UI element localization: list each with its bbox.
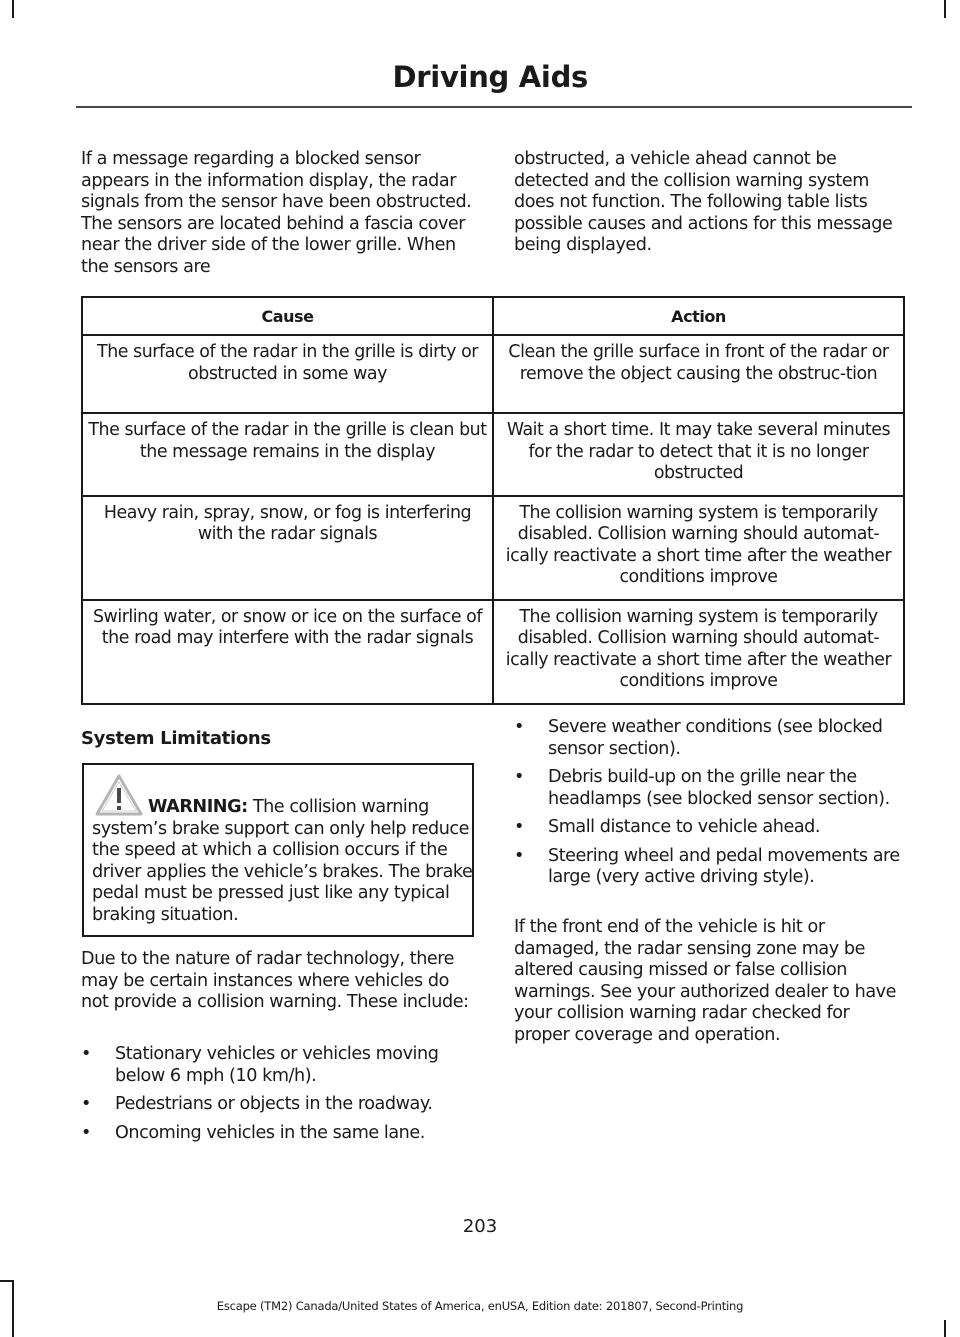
- limitations-intro-paragraph: Due to the nature of radar technology, there may be certain instances where vehicles do not provide a collision warning. These include:: [81, 949, 469, 1012]
- page-number: 203: [462, 1216, 498, 1237]
- column-header-action: Action: [493, 297, 904, 335]
- list-item-text: Debris build-up on the grille near the headlamps (see blocked sensor section).: [548, 767, 890, 809]
- list-item: [514, 767, 908, 810]
- crop-mark-bottom-left-h: [0, 1280, 14, 1282]
- list-item: [81, 1094, 477, 1116]
- intro-right-paragraph: obstructed, a vehicle ahead cannot be detected and the collision warning system does not function. The following table lists possible causes and actions for this message being displayed.: [514, 149, 893, 255]
- list-item-text: Oncoming vehicles in the same lane.: [115, 1122, 425, 1143]
- list-item-text: Stationary vehicles or vehicles moving below 6 mph (10 km/h).: [115, 1044, 439, 1086]
- crop-mark-top-left: [12, 0, 14, 18]
- page-title: Driving Aids: [392, 60, 588, 94]
- list-item-text: Small distance to vehicle ahead.: [548, 817, 821, 837]
- section-heading-system-limitations: System Limitations: [81, 728, 271, 749]
- bullet-mark: •: [514, 717, 524, 737]
- column-header-cause: Cause: [82, 297, 493, 335]
- warning-label: WARNING:: [148, 797, 248, 817]
- cause-cell: Swirling water, or snow or ice on the surface of the road may interfere with the radar signals: [82, 600, 493, 704]
- warning-text: [92, 797, 474, 926]
- edition-footer: Escape (TM2) Canada/United States of America, enUSA, Edition date: 201807, Second-Printing: [216, 1299, 744, 1313]
- list-item: [514, 717, 908, 760]
- intro-left-paragraph: If a message regarding a blocked sensor appears in the information display, the radar signals from the sensor have been obstructed. The sensors are located behind a fascia cover near the driver side of the lower grille. When the sensors are: [81, 149, 472, 277]
- cause-cell: Heavy rain, spray, snow, or fog is interfering with the radar signals: [82, 496, 493, 600]
- header-rule: [76, 106, 912, 108]
- left-bullet-list: [81, 1044, 477, 1151]
- table-row: [82, 496, 904, 600]
- right-bullet-list: [514, 717, 908, 896]
- crop-mark-bottom-right: [944, 1320, 946, 1337]
- list-item-text: Steering wheel and pedal movements are large (very active driving style).: [548, 845, 900, 887]
- action-cell: The collision warning system is temporarily disabled. Collision warning should automat-ically reactivate a short time after the weather conditions improve: [493, 496, 904, 600]
- bullet-mark: •: [514, 845, 524, 866]
- cause-cell: The surface of the radar in the grille is clean but the message remains in the display: [82, 413, 493, 496]
- list-item: [514, 817, 908, 839]
- action-cell: Clean the grille surface in front of the radar or remove the object causing the obstruc-tion: [493, 335, 904, 413]
- action-cell: The collision warning system is temporarily disabled. Collision warning should automat-ically reactivate a short time after the weather conditions improve: [493, 600, 904, 704]
- warning-body: The collision warning system’s brake support can only help reduce the speed at which a collision occurs if the driver applies the vehicle’s brakes. The brake pedal must be pressed just like any typical braking situation.: [92, 797, 473, 925]
- list-item: [514, 846, 908, 889]
- cause-action-table: [81, 296, 905, 705]
- table-row: [82, 413, 904, 496]
- action-cell: Wait a short time. It may take several minutes for the radar to detect that it is no longer obstructed: [493, 413, 904, 496]
- list-item-text: Severe weather conditions (see blocked sensor section).: [548, 717, 883, 759]
- list-item: [81, 1044, 477, 1087]
- bullet-mark: •: [81, 1122, 91, 1143]
- table-header-row: [82, 297, 904, 335]
- list-item: [81, 1123, 477, 1145]
- bullet-mark: •: [514, 767, 524, 787]
- table-row: [82, 335, 904, 413]
- table-row: [82, 600, 904, 704]
- bullet-mark: •: [514, 817, 524, 837]
- bullet-mark: •: [81, 1094, 91, 1114]
- cause-cell: The surface of the radar in the grille is dirty or obstructed in some way: [82, 335, 493, 413]
- crop-mark-top-right: [944, 0, 946, 18]
- bullet-mark: •: [81, 1044, 91, 1064]
- warning-box: [82, 763, 474, 937]
- limitations-closing-paragraph: If the front end of the vehicle is hit or damaged, the radar sensing zone may be altered causing missed or false collision warnings. See your authorized dealer to have your collision warning radar checked for proper coverage and operation.: [514, 917, 896, 1045]
- list-item-text: Pedestrians or objects in the roadway.: [115, 1094, 433, 1114]
